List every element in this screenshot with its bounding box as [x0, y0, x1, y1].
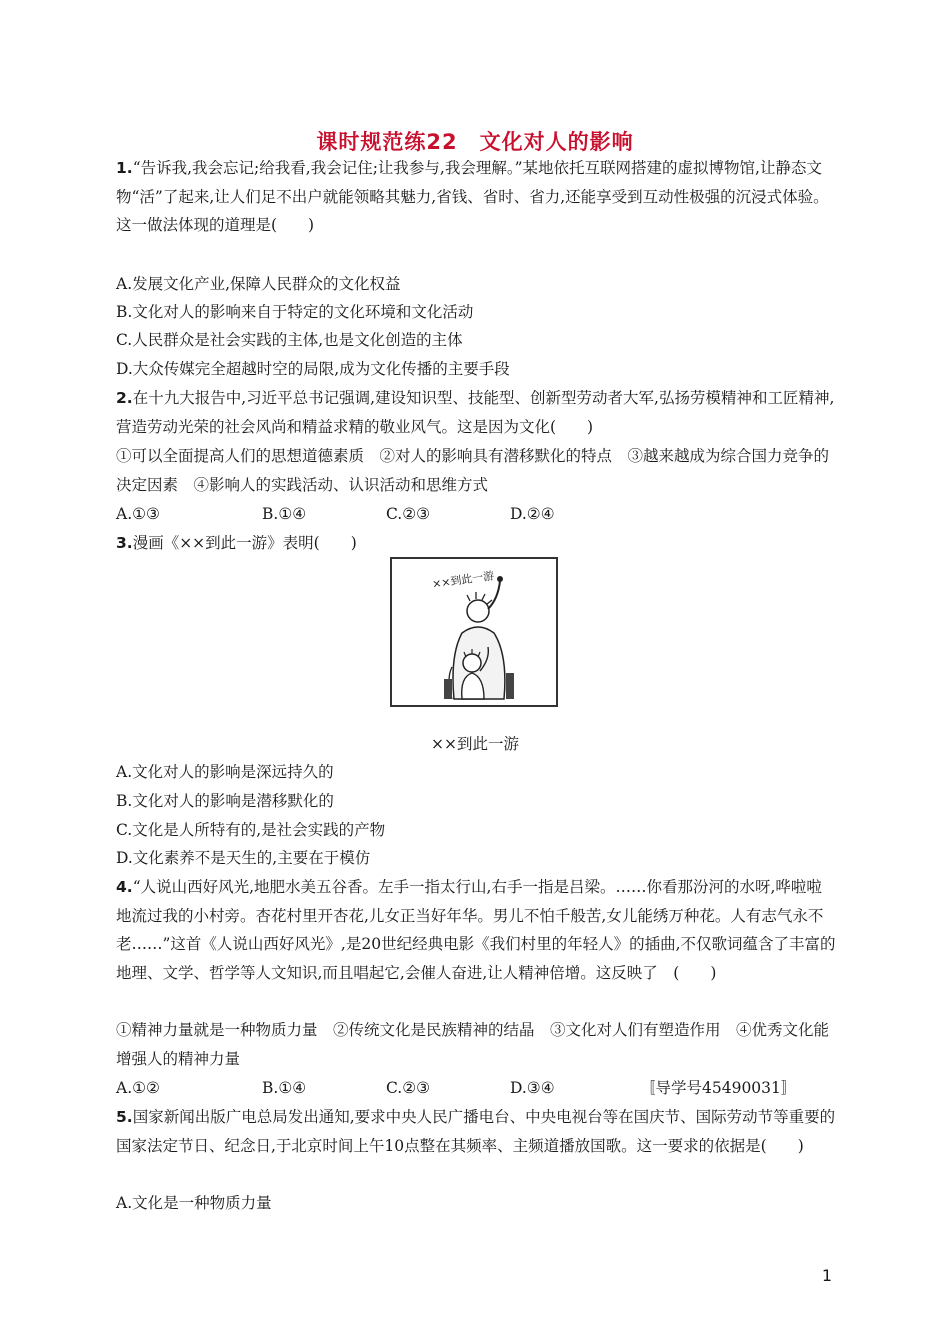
question-text: 在十九大报告中,习近平总书记强调,建设知识型、技能型、创新型劳动者大军,弘扬劳模精神和工匠精神,营造劳动光荣的社会风尚和精益求精的敬业风气。这是因为文化( ): [116, 389, 835, 436]
question-3-option-b: B.文化对人的影响是潜移默化的: [116, 792, 334, 810]
guide-reference: 〚导学号45490031〛: [640, 1079, 797, 1097]
option-c: C.②③: [386, 505, 431, 523]
question-number: 4.: [116, 878, 133, 896]
question-4-statements: ①精神力量就是一种物质力量 ②传统文化是民族精神的结晶 ③文化对人们有塑造作用 ④优秀文化能增强人的精神力量: [116, 1021, 830, 1068]
question-1-stem: [116, 154, 836, 240]
option-b: B.①④: [262, 505, 307, 523]
adult-arm: [488, 581, 500, 609]
question-2-statements: ①可以全面提高人们的思想道德素质 ②对人的影响具有潜移默化的特点 ③越来越成为综合国力竞争的决定因素 ④影响人的实践活动、认识活动和思维方式: [116, 447, 830, 494]
question-3-option-c: C.文化是人所特有的,是社会实践的产物: [116, 821, 386, 839]
option-a: A.①②: [116, 1079, 160, 1097]
question-1-option-a: A.发展文化产业,保障人民群众的文化权益: [116, 275, 401, 293]
option-a: A.①③: [116, 505, 160, 523]
question-3-option-d: D.文化素养不是天生的,主要在于模仿: [116, 849, 371, 867]
question-3-option-a: A.文化对人的影响是深远持久的: [116, 763, 334, 781]
cartoon-illustration: [392, 559, 556, 705]
question-3-stem: [116, 529, 836, 557]
question-text: “告诉我,我会忘记;给我看,我会记住;让我参与,我会理解。”某地依托互联网搭建的虚拟博物馆,让静态文物“活”了起来,让人们足不出户就能领略其魅力,省钱、省时、省力,还能享受到互动性极强的沉浸式体验。这一做法体现的道理是( ): [116, 159, 829, 235]
question-5-stem: [116, 1103, 836, 1160]
option-d: D.②④: [510, 505, 555, 523]
figure-caption: ××到此一游: [431, 735, 519, 753]
wall-graffiti-text: ××到此一游: [431, 569, 495, 591]
adult-head: [467, 600, 489, 622]
cartoon-figure: [390, 557, 558, 707]
question-1-option-c: C.人民群众是社会实践的主体,也是文化创造的主体: [116, 331, 463, 349]
option-b: B.①④: [262, 1079, 307, 1097]
question-text: “人说山西好风光,地肥水美五谷香。左手一指太行山,右手一指是吕梁。……你看那汾河的水呀,哗啦啦地流过我的小村旁。杏花村里开杏花,儿女正当好年华。男儿不怕千般苦,女儿能绣万种花。人有志气永不老……”这首《人说山西好风光》,是20世纪经典电影《我们村里的年轻人》的插曲,不仅歌词蕴含了丰富的地理、文学、哲学等人文知识,而且唱起它,会催人奋进,让人精神倍增。这反映了 ( ): [116, 878, 836, 982]
page-title: 课时规范练22 文化对人的影响: [316, 130, 634, 154]
option-c: C.②③: [386, 1079, 431, 1097]
question-number: 2.: [116, 389, 133, 407]
question-text: 国家新闻出版广电总局发出通知,要求中央人民广播电台、中央电视台等在国庆节、国际劳动节等重要的国家法定节日、纪念日,于北京时间上午10点整在其频率、主频道播放国歌。这一要求的依据是( ): [116, 1108, 836, 1155]
question-2-stem: [116, 384, 836, 441]
option-d: D.③④: [510, 1079, 555, 1097]
question-1-option-d: D.大众传媒完全超越时空的局限,成为文化传播的主要手段: [116, 360, 510, 378]
page-number: 1: [821, 1266, 832, 1285]
question-text: 漫画《××到此一游》表明( ): [132, 534, 357, 552]
question-5-option-a: A.文化是一种物质力量: [116, 1194, 272, 1212]
question-1-option-b: B.文化对人的影响来自于特定的文化环境和文化活动: [116, 303, 474, 321]
question-4-stem: [116, 873, 836, 987]
question-number: 3.: [116, 534, 133, 552]
question-number: 1.: [116, 159, 133, 177]
question-number: 5.: [116, 1108, 133, 1126]
